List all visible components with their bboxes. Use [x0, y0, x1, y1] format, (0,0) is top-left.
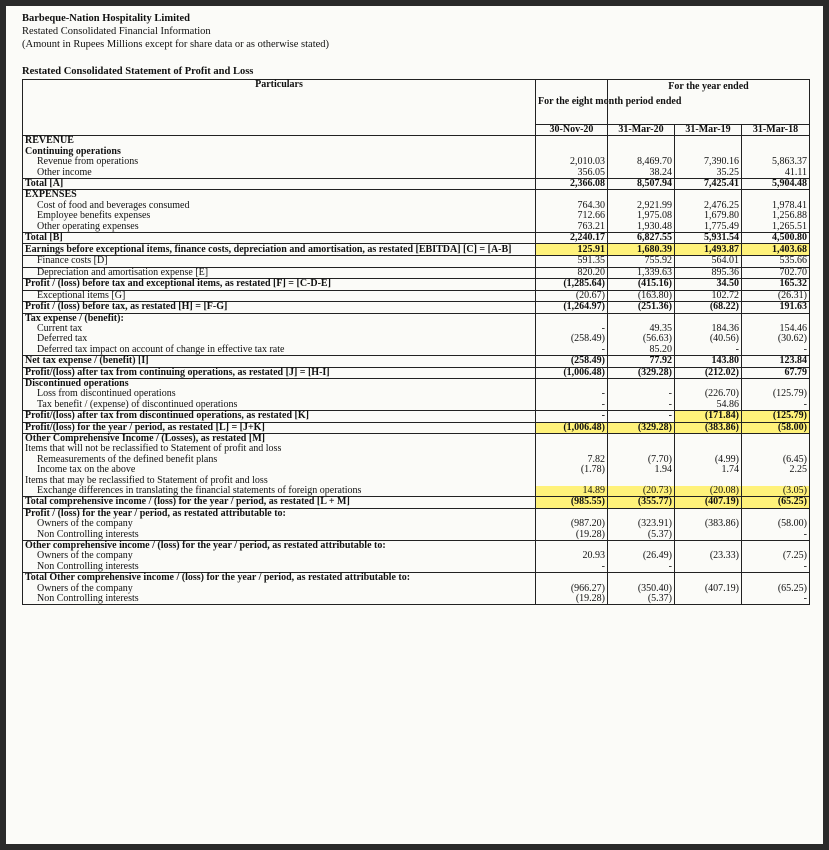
- row-label: Total Other comprehensive income / (loss) for the year / period, as restated attributable to:: [23, 573, 536, 584]
- value-cell: 7,425.41: [675, 179, 742, 190]
- value-cell: -: [742, 530, 810, 541]
- value-cell: (407.19): [675, 497, 742, 508]
- date-header-31-mar-18: 31-Mar-18: [742, 125, 810, 136]
- table-row: [23, 179, 810, 190]
- table-row: [23, 244, 810, 256]
- value-cell: 143.80: [675, 356, 742, 367]
- value-cell: (7.25): [742, 551, 810, 561]
- value-cell: (3.05): [742, 486, 810, 497]
- table-row: [23, 356, 810, 367]
- row-label: Items that may be reclassified to Statement of profit and loss: [23, 476, 536, 486]
- value-cell: [675, 433, 742, 444]
- value-cell: 755.92: [608, 256, 675, 267]
- value-cell: -: [536, 324, 608, 334]
- value-cell: (383.86): [675, 519, 742, 529]
- value-cell: 1,680.39: [608, 244, 675, 256]
- value-cell: 1,265.51: [742, 222, 810, 233]
- value-cell: (5.37): [608, 594, 675, 605]
- value-cell: (258.49): [536, 356, 608, 367]
- value-cell: (1.78): [536, 465, 608, 475]
- value-cell: [536, 136, 608, 147]
- value-cell: 41.11: [742, 168, 810, 179]
- value-cell: 35.25: [675, 168, 742, 179]
- value-cell: 712.66: [536, 211, 608, 221]
- value-cell: (329.28): [608, 367, 675, 378]
- value-cell: 591.35: [536, 256, 608, 267]
- value-cell: (415.16): [608, 279, 675, 290]
- table-row: [23, 302, 810, 313]
- value-cell: (163.80): [608, 290, 675, 301]
- value-cell: [675, 562, 742, 573]
- value-cell: [675, 136, 742, 147]
- row-label: Tax benefit / (expense) of discontinued operations: [23, 400, 536, 411]
- amount-note: (Amount in Rupees Millions except for share data or as otherwise stated): [22, 39, 330, 50]
- row-label: Non Controlling interests: [23, 530, 536, 541]
- table-row: [23, 422, 810, 433]
- table-row: [23, 157, 810, 167]
- value-cell: (4.99): [675, 455, 742, 465]
- value-cell: 20.93: [536, 551, 608, 561]
- particulars-header: Particulars: [23, 80, 536, 136]
- row-label: Finance costs [D]: [23, 256, 536, 267]
- value-cell: 38.24: [608, 168, 675, 179]
- value-cell: (125.79): [742, 389, 810, 399]
- value-cell: 1.94: [608, 465, 675, 475]
- value-cell: 191.63: [742, 302, 810, 313]
- table-row: [23, 594, 810, 605]
- row-label: EXPENSES: [23, 190, 536, 201]
- row-label: Owners of the company: [23, 551, 536, 561]
- value-cell: 67.79: [742, 367, 810, 378]
- value-cell: 77.92: [608, 356, 675, 367]
- value-cell: 1,256.88: [742, 211, 810, 221]
- date-header-31-mar-19: 31-Mar-19: [675, 125, 742, 136]
- row-label: Owners of the company: [23, 519, 536, 529]
- value-cell: (1,285.64): [536, 279, 608, 290]
- value-cell: 34.50: [675, 279, 742, 290]
- value-cell: 820.20: [536, 267, 608, 278]
- table-row: [23, 147, 810, 157]
- row-label: Items that will not be reclassified to Statement of profit and loss: [23, 444, 536, 454]
- value-cell: 154.46: [742, 324, 810, 334]
- value-cell: (19.28): [536, 594, 608, 605]
- value-cell: [536, 313, 608, 324]
- table-row: [23, 313, 810, 324]
- value-cell: 6,827.55: [608, 233, 675, 244]
- date-header-30-nov-20: 30-Nov-20: [536, 125, 608, 136]
- value-cell: 7,390.16: [675, 157, 742, 167]
- value-cell: (355.77): [608, 497, 675, 508]
- value-cell: (383.86): [675, 422, 742, 433]
- value-cell: 764.30: [536, 201, 608, 211]
- value-cell: 2,010.03: [536, 157, 608, 167]
- value-cell: -: [608, 411, 675, 422]
- table-row: [23, 573, 810, 584]
- table-row: [23, 367, 810, 378]
- document-page: [6, 6, 823, 844]
- value-cell: 8,469.70: [608, 157, 675, 167]
- value-cell: -: [608, 400, 675, 411]
- row-label: Non Controlling interests: [23, 594, 536, 605]
- value-cell: (30.62): [742, 334, 810, 344]
- row-label: REVENUE: [23, 136, 536, 147]
- table-row: [23, 551, 810, 561]
- row-label: Profit/(loss) after tax from discontinued operations, as restated [K]: [23, 411, 536, 422]
- value-cell: (20.67): [536, 290, 608, 301]
- row-label: Profit / (loss) before tax and exceptional items, as restated [F] = [C-D-E]: [23, 279, 536, 290]
- value-cell: 1,930.48: [608, 222, 675, 233]
- row-label: Other operating expenses: [23, 222, 536, 233]
- value-cell: -: [608, 562, 675, 573]
- row-label: Deferred tax: [23, 334, 536, 344]
- value-cell: (23.33): [675, 551, 742, 561]
- value-cell: 1,679.80: [675, 211, 742, 221]
- value-cell: 54.86: [675, 400, 742, 411]
- table-row: [23, 584, 810, 594]
- value-cell: 1.74: [675, 465, 742, 475]
- row-label: Non Controlling interests: [23, 562, 536, 573]
- row-label: Exceptional items [G]: [23, 290, 536, 301]
- value-cell: 5,904.48: [742, 179, 810, 190]
- value-cell: 184.36: [675, 324, 742, 334]
- value-cell: (26.31): [742, 290, 810, 301]
- value-cell: (1,006.48): [536, 422, 608, 433]
- row-label: Net tax expense / (benefit) [I]: [23, 356, 536, 367]
- value-cell: -: [536, 562, 608, 573]
- value-cell: (1,264.97): [536, 302, 608, 313]
- value-cell: 165.32: [742, 279, 810, 290]
- table-row: [23, 267, 810, 278]
- row-label: Cost of food and beverages consumed: [23, 201, 536, 211]
- row-label: Profit / (loss) for the year / period, as restated attributable to:: [23, 508, 536, 519]
- value-cell: (350.40): [608, 584, 675, 594]
- company-name: Barbeque-Nation Hospitality Limited: [22, 13, 191, 24]
- table-row: [23, 233, 810, 244]
- value-cell: (985.55): [536, 497, 608, 508]
- value-cell: [675, 594, 742, 605]
- row-label: Other income: [23, 168, 536, 179]
- statement-title: Restated Consolidated Statement of Profit and Loss: [22, 66, 254, 77]
- table-row: [23, 400, 810, 411]
- row-label: Other Comprehensive Income / (Losses), as restated [M]: [23, 433, 536, 444]
- row-label: Owners of the company: [23, 584, 536, 594]
- profit-loss-table: [22, 79, 810, 605]
- value-cell: 14.89: [536, 486, 608, 497]
- value-cell: 1,493.87: [675, 244, 742, 256]
- value-cell: 564.01: [675, 256, 742, 267]
- value-cell: -: [536, 411, 608, 422]
- value-cell: (65.25): [742, 497, 810, 508]
- value-cell: (20.08): [675, 486, 742, 497]
- value-cell: 123.84: [742, 356, 810, 367]
- value-cell: (7.70): [608, 455, 675, 465]
- value-cell: (65.25): [742, 584, 810, 594]
- value-cell: (323.91): [608, 519, 675, 529]
- row-label: Discontinued operations: [23, 378, 536, 389]
- value-cell: 1,339.63: [608, 267, 675, 278]
- row-label: Total comprehensive income / (loss) for the year / period, as restated [L + M]: [23, 497, 536, 508]
- value-cell: (40.56): [675, 334, 742, 344]
- value-cell: 1,403.68: [742, 244, 810, 256]
- value-cell: 2,476.25: [675, 201, 742, 211]
- row-label: Earnings before exceptional items, finance costs, depreciation and amortisation, as restated [EBITDA] [C] = [A-B]: [23, 244, 536, 256]
- value-cell: 8,507.94: [608, 179, 675, 190]
- value-cell: (171.84): [675, 411, 742, 422]
- value-cell: 702.70: [742, 267, 810, 278]
- eight-month-header: For the eight month period ended: [536, 80, 608, 125]
- value-cell: 895.36: [675, 267, 742, 278]
- row-label: Employee benefits expenses: [23, 211, 536, 221]
- row-label: Total [B]: [23, 233, 536, 244]
- value-cell: -: [742, 400, 810, 411]
- value-cell: (19.28): [536, 530, 608, 541]
- value-cell: (58.00): [742, 422, 810, 433]
- value-cell: -: [675, 345, 742, 356]
- table-row: [23, 256, 810, 267]
- table-row: [23, 486, 810, 497]
- row-label: Tax expense / (benefit):: [23, 313, 536, 324]
- value-cell: 763.21: [536, 222, 608, 233]
- value-cell: 4,500.80: [742, 233, 810, 244]
- value-cell: -: [536, 389, 608, 399]
- value-cell: 85.20: [608, 345, 675, 356]
- value-cell: 2,921.99: [608, 201, 675, 211]
- row-label: Current tax: [23, 324, 536, 334]
- value-cell: 49.35: [608, 324, 675, 334]
- value-cell: (258.49): [536, 334, 608, 344]
- value-cell: (226.70): [675, 389, 742, 399]
- value-cell: 1,978.41: [742, 201, 810, 211]
- row-label: Profit/(loss) after tax from continuing operations, as restated [J] = [H-I]: [23, 367, 536, 378]
- value-cell: 1,975.08: [608, 211, 675, 221]
- row-label: Profit / (loss) before tax, as restated [H] = [F-G]: [23, 302, 536, 313]
- value-cell: (987.20): [536, 519, 608, 529]
- row-label: Total [A]: [23, 179, 536, 190]
- table-row: [23, 136, 810, 147]
- value-cell: [536, 378, 608, 389]
- row-label: Other comprehensive income / (loss) for the year / period, as restated attributable to:: [23, 541, 536, 552]
- value-cell: [742, 433, 810, 444]
- value-cell: 5,931.54: [675, 233, 742, 244]
- value-cell: -: [742, 562, 810, 573]
- table-row: [23, 290, 810, 301]
- row-label: Revenue from operations: [23, 157, 536, 167]
- value-cell: 1,775.49: [675, 222, 742, 233]
- table-row: [23, 541, 810, 552]
- value-cell: [742, 136, 810, 147]
- value-cell: (125.79): [742, 411, 810, 422]
- value-cell: (20.73): [608, 486, 675, 497]
- value-cell: -: [608, 389, 675, 399]
- value-cell: -: [536, 345, 608, 356]
- value-cell: 7.82: [536, 455, 608, 465]
- table-row: [23, 279, 810, 290]
- value-cell: (407.19): [675, 584, 742, 594]
- value-cell: (1,006.48): [536, 367, 608, 378]
- value-cell: (26.49): [608, 551, 675, 561]
- value-cell: -: [742, 594, 810, 605]
- row-label: Loss from discontinued operations: [23, 389, 536, 399]
- value-cell: (251.36): [608, 302, 675, 313]
- value-cell: (329.28): [608, 422, 675, 433]
- table-row: [23, 519, 810, 529]
- table-row: [23, 168, 810, 179]
- year-ended-header: For the year ended: [608, 80, 810, 125]
- row-label: Depreciation and amortisation expense [E]: [23, 267, 536, 278]
- table-row: [23, 497, 810, 508]
- value-cell: 2,366.08: [536, 179, 608, 190]
- value-cell: (58.00): [742, 519, 810, 529]
- row-label: Profit/(loss) for the year / period, as restated [L] = [J+K]: [23, 422, 536, 433]
- table-row: [23, 562, 810, 573]
- value-cell: 356.05: [536, 168, 608, 179]
- row-label: Remeasurements of the defined benefit plans: [23, 455, 536, 465]
- value-cell: 535.66: [742, 256, 810, 267]
- table-row: [23, 222, 810, 233]
- value-cell: [675, 530, 742, 541]
- table-row: [23, 530, 810, 541]
- value-cell: -: [536, 400, 608, 411]
- value-cell: [608, 136, 675, 147]
- report-subtitle: Restated Consolidated Financial Information: [22, 26, 211, 37]
- row-label: Exchange differences in translating the financial statements of foreign operations: [23, 486, 536, 497]
- value-cell: [536, 433, 608, 444]
- table-row: [23, 211, 810, 221]
- table-row: [23, 508, 810, 519]
- value-cell: 2,240.17: [536, 233, 608, 244]
- value-cell: (5.37): [608, 530, 675, 541]
- value-cell: (56.63): [608, 334, 675, 344]
- value-cell: 125.91: [536, 244, 608, 256]
- value-cell: (212.02): [675, 367, 742, 378]
- row-label: Continuing operations: [23, 147, 536, 157]
- value-cell: 5,863.37: [742, 157, 810, 167]
- value-cell: [608, 378, 675, 389]
- row-label: Deferred tax impact on account of change in effective tax rate: [23, 345, 536, 356]
- value-cell: [608, 433, 675, 444]
- table-row: [23, 324, 810, 334]
- row-label: Income tax on the above: [23, 465, 536, 475]
- value-cell: (6.45): [742, 455, 810, 465]
- value-cell: 2.25: [742, 465, 810, 475]
- value-cell: (966.27): [536, 584, 608, 594]
- value-cell: -: [742, 345, 810, 356]
- value-cell: 102.72: [675, 290, 742, 301]
- table-row: [23, 411, 810, 422]
- date-header-31-mar-20: 31-Mar-20: [608, 125, 675, 136]
- table-row: [23, 345, 810, 356]
- value-cell: (68.22): [675, 302, 742, 313]
- table-row: [23, 455, 810, 465]
